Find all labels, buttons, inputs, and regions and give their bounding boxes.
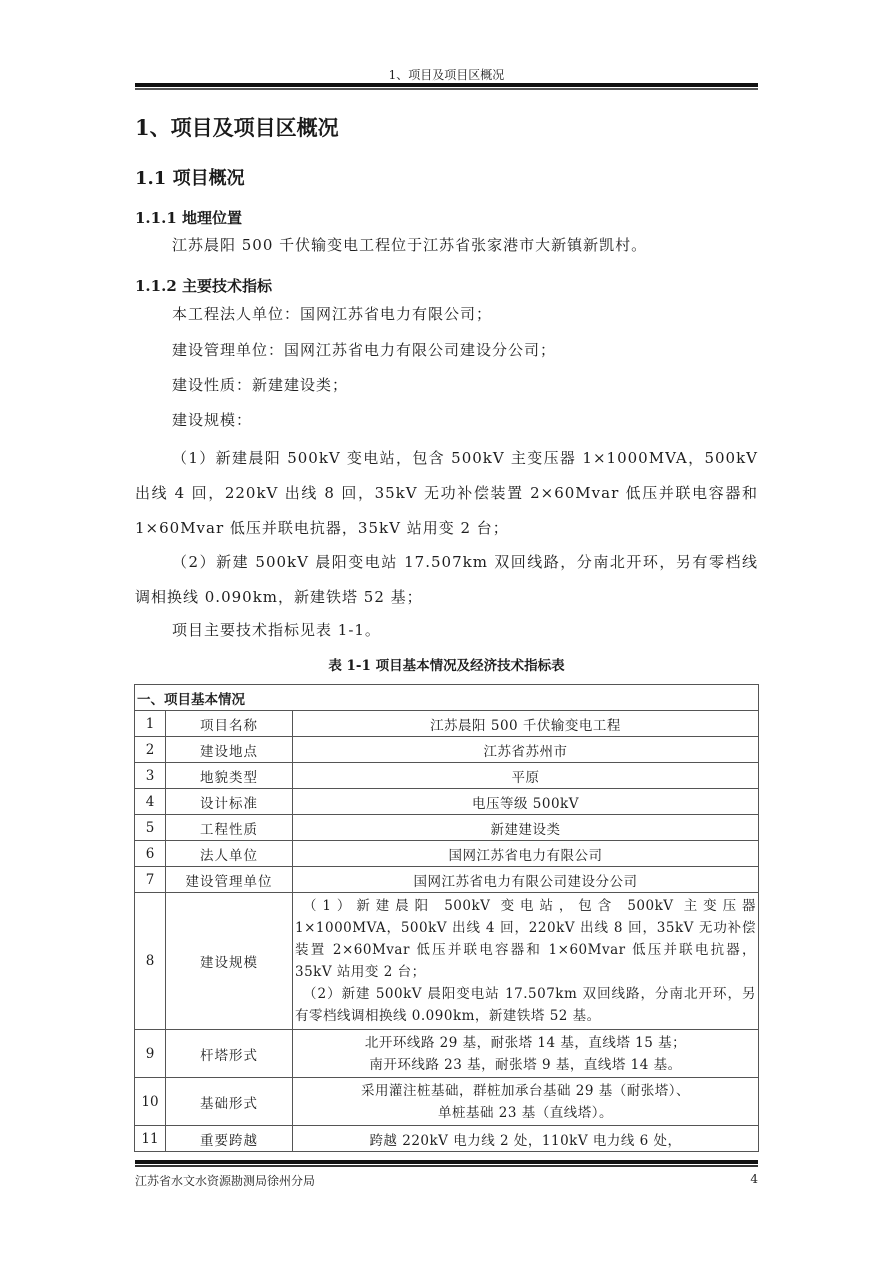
table-row [135,841,759,867]
scale-item-1-paragraph: （1）新建晨阳 500kV 变电站，包含 500kV 主变压器 1×1000MVA，500kV 出线 4 回，220kV 出线 8 回，35kV 无功补偿装置 2×60Mvar 低压并联电容器和 1×60Mvar 低压并联电抗器，35kV 站用变 2 台； [135,449,758,537]
row-value: 平原 [293,763,759,789]
row-item: 建设管理单位 [166,867,293,893]
nature-paragraph: 建设性质：新建建设类； [172,376,349,394]
table-row [135,1126,759,1152]
row-value [293,893,759,1030]
row-number: 2 [135,737,166,763]
table-row [135,763,759,789]
location-paragraph: 江苏晨阳 500 千伏输变电工程位于江苏省张家港市大新镇新凯村。 [172,236,648,254]
row-item: 建设规模 [166,893,293,1030]
row-number: 1 [135,711,166,737]
row-item: 基础形式 [166,1078,293,1126]
table-row [135,711,759,737]
legal-unit-paragraph: 本工程法人单位：国网江苏省电力有限公司； [172,305,493,323]
row-item: 建设地点 [166,737,293,763]
footer-organization: 江苏省水文水资源勘测局徐州分局 [135,1174,316,1188]
table-caption: 表 1-1 项目基本情况及经济技术指标表 [328,658,565,674]
row-item: 重要跨越 [166,1126,293,1152]
row-value-part-1: 北开环线路 29 基，耐张塔 14 基，直线塔 15 基； [364,1034,687,1051]
row-value-part-2: 南开环线路 23 基，耐张塔 9 基，直线塔 14 基。 [369,1056,682,1073]
row-value [293,1030,759,1078]
table-row [135,893,759,1030]
row-value [293,1078,759,1126]
row-value: 江苏省苏州市 [293,737,759,763]
table-row [135,1078,759,1126]
table-row [135,789,759,815]
row-value-part-2: （2）新建 500kV 晨阳变电站 17.507km 双回线路，分南北开环，另有零档线调相换线 0.090km，新建铁塔 52 基。 [295,986,756,1024]
row-number: 8 [135,893,166,1030]
table-row [135,1030,759,1078]
row-value-part-1: （1）新建晨阳 500kV 变电站，包含 500kV 主变压器 1×1000MVA，500kV 出线 4 回，220kV 出线 8 回，35kV 无功补偿装置 2×60Mvar 低压并联电容器和 1×60Mvar 低压并联电抗器，35kV 站用变 2 台； [295,898,756,980]
row-value-part-1: 采用灌注桩基础，群桩加承台基础 29 基（耐张塔）、 [360,1082,690,1099]
row-number: 10 [135,1078,166,1126]
scale-item-2-paragraph: （2）新建 500kV 晨阳变电站 17.507km 双回线路，分南北开环，另有零档线调相换线 0.090km，新建铁塔 52 基； [135,553,758,606]
row-value-part-2: 单桩基础 23 基（直线塔）。 [437,1104,613,1121]
row-number: 4 [135,789,166,815]
table-section-row [135,685,759,711]
row-number: 7 [135,867,166,893]
row-item: 杆塔形式 [166,1030,293,1078]
table-row [135,867,759,893]
header-rule [135,83,758,90]
row-value: 新建建设类 [293,815,759,841]
running-header: 1、项目及项目区概况 [388,68,505,82]
row-value: 跨越 220kV 电力线 2 处，110kV 电力线 6 处， [293,1126,759,1152]
table-section-title: 一、项目基本情况 [135,685,759,711]
subsection-title-tech: 1.1.2 主要技术指标 [135,277,272,295]
row-value: 江苏晨阳 500 千伏输变电工程 [293,711,759,737]
section-title: 1.1 项目概况 [135,168,245,189]
row-number: 3 [135,763,166,789]
scale-label-paragraph: 建设规模： [172,411,253,429]
row-item: 法人单位 [166,841,293,867]
subsection-title-location: 1.1.1 地理位置 [135,209,242,227]
row-value: 国网江苏省电力有限公司建设分公司 [293,867,759,893]
table-row [135,815,759,841]
project-info-table [134,684,759,1152]
row-number: 9 [135,1030,166,1078]
table-row [135,737,759,763]
row-item: 设计标准 [166,789,293,815]
page-number: 4 [750,1172,758,1186]
row-item: 项目名称 [166,711,293,737]
row-value: 电压等级 500kV [293,789,759,815]
row-number: 5 [135,815,166,841]
mgmt-unit-paragraph: 建设管理单位：国网江苏省电力有限公司建设分公司； [172,341,557,359]
see-table-paragraph: 项目主要技术指标见表 1-1。 [172,621,381,639]
row-number: 11 [135,1126,166,1152]
footer-rule [135,1160,758,1167]
row-item: 地貌类型 [166,763,293,789]
row-number: 6 [135,841,166,867]
row-item: 工程性质 [166,815,293,841]
chapter-title: 1、项目及项目区概况 [135,115,339,140]
row-value: 国网江苏省电力有限公司 [293,841,759,867]
